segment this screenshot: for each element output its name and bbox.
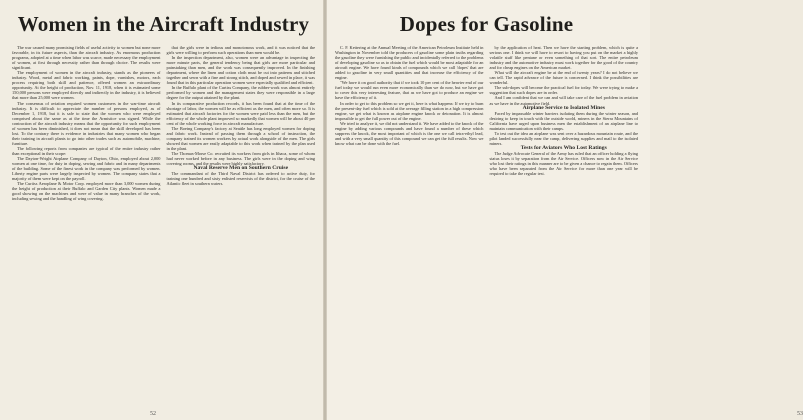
subheading-aviator-tests: Tests for Aviators Who Lost Ratings [520, 144, 607, 151]
paragraph: In its comparative production records, it has been found that at the time of the shortage of labor, the women will be as efficient as the men, and often more so. It is estimated that aircraft factories for the women were paid less than the men, but the efficiency of the whole plant improved so markedly that women will be about 40 per cent of the whole working force in aircraft manufacture. [166, 100, 315, 126]
paragraph: The commandant of the Third Naval District has ordered to active duty, for training one hundred and sixty enlisted reservists of the district, for the cruise of the Atlantic fleet in southern waters. [166, 171, 315, 187]
paragraph: And I am confident that we can and will take care of the fuel problem in aviation as we have in the automotive field. [489, 95, 638, 106]
paragraph: Faced by impassable winter barriers isolating them during the winter season, and desiring to keep in touch with the outside world, miners in the Sierra Mountains of California have urged upon business men the establishment of an airplane line to maintain communication with their camps. [489, 110, 638, 131]
paragraph: that the girls were in tedious and monotonous work, and it was noticed that the girls were willing to perform such operations than men would be. [166, 45, 315, 56]
paragraph: "We have it on good authority that if we took 10 per cent of the heavier end of our fuel today we would run even more economically than we do now, but we have got to cover this very interesting feature, that as we have got to produce an engine we have the efficiency of it. [335, 80, 484, 101]
paragraph: The Judge Advocate General of the Army has ruled that an officer holding a flying status loses it by separation from the Air Service. Officers now in the Air Service who lost their ratings in this manner are to be given a chance to regain them. Officers who have been separated from the Air Service for more than one year will be required to take the regular test. [489, 150, 638, 177]
left-page [0, 0, 323, 420]
paragraph: The Curtiss Aeroplane & Motor Corp. employed more than 3,000 women during the height of production at their Buffalo and Garden City plants. Women made a good showing on the machines and were of value in many branches of the work, including sewing and the handling of wing covering. [12, 181, 161, 202]
left-page-number: 52 [150, 411, 156, 417]
right-column-1 [335, 45, 483, 176]
right-headline: Dopes for Gasoline [399, 12, 574, 36]
paragraph: The Dayton-Wright Airplane Company of Dayton, Ohio, employed about 2,000 women at one time, for duty in doping, sewing and fabric and in many departments of the building. Some of the finest work in the company was performed by women. Liberty engine parts were largely inspected by women. The company states that a majority of them were kept on the payroll. [12, 156, 161, 182]
paragraph: To test out the idea an airplane was sent over a hazardous mountain route, and the pilot landed successfully near the camp, delivering supplies and mail to the isolated miners. [489, 130, 638, 146]
paragraph: In the inspection department, also, women were an advantage in inspecting the more minute parts, the general tendency being that girls are more particular and painstaking than men, and the work was consequently improved. In the finishing department, where the linen and cotton cloth must be cut into patterns and stitched together and sewn with a fine and strong stitch, and doped and sewed in place, it was found that in this particular operation women were especially qualified and efficient. [166, 55, 315, 86]
paragraph: What will the aircraft engine be at the end of twenty years? I do not believe we can tell. The rapid advance of the future is concerned. I think the possibilities are wonderful. [489, 70, 638, 86]
paragraph: C. F. Kettering at the Annual Meeting of the American Petroleum Institute held in Washington in November told the producers of gasoline some plain truths regarding the gasoline they were furnishing the public and incidentally referred to the problems of developing gasoline so as to obtain the fuel which would be most adaptable for an aircraft engine. We have found kinds of compounds which we call 'dopes' that are added to gasoline in very small quantities and that increase the efficiency of the engine. [335, 45, 484, 81]
left-headline: Women in the Aircraft Industry [17, 12, 310, 36]
subheading-isolated-mines: Airplane Service to Isolated Mines [522, 104, 605, 111]
paragraph: The war caused many promising fields of useful activity to women but none more favorable, in its future aspects, than the aircraft industry. As enormous production programs, adopted at a time when labor was scarce, made necessary the employment of women, at first through necessity rather than through choice. The results were significant. [12, 45, 161, 71]
right-page [327, 0, 803, 420]
left-columns [12, 45, 315, 201]
paragraph: The following reports from companies are typical of the entire industry rather than exceptional in their scope: [12, 145, 161, 156]
paragraph: The Boeing Company's factory at Seattle has long employed women for doping and fabric work. Instead of passing them through a school of instruction, the company trained its women workers by actual work alongside of the men. The girls showed that women are easily adaptable to this work when trained by the plan used in the plant. [166, 125, 315, 151]
left-column-1 [12, 45, 160, 201]
paragraph: The consensus of aviation required women customers in the war-time aircraft industry. It is difficult to appreciate the number of persons employed, as of December 1, 1918, but it is safe to state that the women who were employed comprised about the same as at the time the Armistice was signed. While the contraction of the aircraft industry means that the opportunity for such employment of women has been diminished, it does not mean that the skill developed has been lost. To the contrary there is evidence in industries that many women who began their training in aircraft plants to go into other trades such as automobile, machine, furniture. [12, 100, 161, 146]
paragraph: We tried to analyze it, we did not understand it. We have added to the knock of the engine by adding various compounds and have found a number of these which suppress the knock, the most important of which is the one we call tetra-ethyl lead, and with a very small quantity of this compound we can get the full results. Now we know what can be done with the fuel. [335, 120, 484, 146]
right-column-2 [490, 45, 638, 176]
right-page-number: 53 [797, 411, 803, 417]
paragraph: The employment of women in the aircraft industry, stands as the pioneers of industry. Wood, metal and fabric working, paints, dope, varnishes, motors, each process requiring both skill and patience, offered women an extraordinary opportunity. At the height of production, Nov. 11, 1918, when it is estimated some 150,000 persons were employed directly and indirectly in the industry, it is believed that more than 25,000 were women. [12, 70, 161, 101]
paragraph: In the Buffalo plant of the Curtiss Company, the rubber-work was almost entirely performed by women and the management states they were responsible in a large degree for the output attained by the plant. [166, 85, 315, 101]
right-columns [335, 45, 638, 176]
paragraph: In order to get to this problem so we get it, here is what happens: If we try to burn the present-day fuel which is sold at the average filling station in a high compression engine, we get what is known as airplane engine knock or detonation. It is almost impossible to get the full power out of the engine. [335, 100, 484, 121]
paragraph: by the application of heat. Then we have the starting problem, which is quite a serious one. I think we will have to resort to having you put on the market a highly volatile stuff like pentane or even something of that sort. The entire petroleum industry and the automotive industry must work together for the good of the country and for cheap engines on the American market. [489, 45, 638, 71]
subheading-naval-reserve: Naval Reserve Men on Southern Cruise [193, 165, 289, 172]
paragraph: The sub-dopes will become the practical fuel for today. We were trying to make a suggestion that such dopes are in order. [489, 85, 638, 96]
left-column-2 [167, 45, 315, 201]
paragraph: The Thomas-Morse Co. recruited its workers from girls in Ithaca, some of whom had never worked before in any business. The girls were in the doping and wing covering rooms, and the results were highly satisfactory. [166, 150, 315, 167]
